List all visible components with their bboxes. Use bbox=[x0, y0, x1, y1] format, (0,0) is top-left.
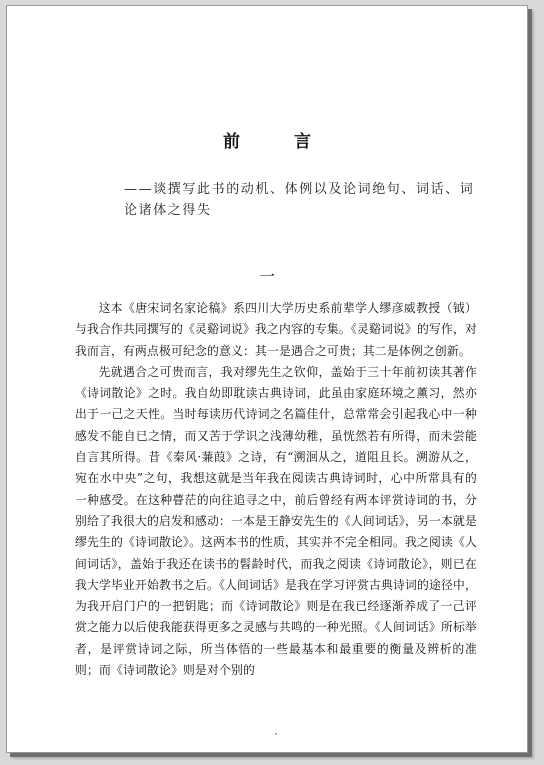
paragraph: 这本《唐宋词名家论稿》系四川大学历史系前辈学人缪彦威教授（钺）与我合作共同撰写的《灵谿词说》我之内容的专集。《灵谿词说》的写作，对我而言，有两点极可纪念的意义：其一是遇合之可贵；其二是体例之创新。 bbox=[75, 301, 477, 358]
page-speck bbox=[275, 733, 277, 735]
body-text bbox=[75, 298, 477, 681]
paragraph: 先就遇合之可贵而言，我对缪先生之钦仰，盖始于三十年前初读其著作《诗词散论》之时。我自幼即耽读古典诗词，此虽由家庭环境之薰习，然亦出于一己之天性。当时每读历代诗词之名篇佳什，总常常会引起我心中一种感发不能自已之情，而又苦于学识之浅薄幼稚，虽恍然若有所得，而未尝能自言其所得。昔《秦风·蒹葭》之诗，有“溯洄从之，道阻且长。溯游从之，宛在水中央”之句，我想这就是当年我在阅读古典诗词时，心中所常具有的一种感受。在这种瞢茫的向往追寻之中，前后曾经有两本评赏诗词的书，分别给了我很大的启发和感动：一本是王静安先生的《人间词话》，另一本就是缪先生的《诗词散论》。这两本书的性质，其实并不完全相同。我之阅读《人间词话》，盖始于我还在读书的髫龄时代，而我之阅读《诗词散论》，则已在我大学毕业开始教书之后。《人间词话》是我在学习评赏古典诗词的途径中，为我开启门户的一把钥匙；而《诗词散论》则是在我已经逐渐养成了一己评赏之能力以后使我能获得更多之灵感与共鸣的一种光照。《人间词话》所标举者，是评赏诗词之际，所当体悟的一些最基本和最重要的衡量及辨析的准则；而《诗词散论》则是对个别的 bbox=[75, 364, 477, 678]
section-number: 一 bbox=[258, 267, 275, 286]
page-subtitle: ——谈撰写此书的动机、体例以及论词绝句、词话、词论诸体之得失 bbox=[124, 182, 475, 218]
page-title: 前 言 bbox=[223, 132, 335, 152]
document-page bbox=[6, 5, 528, 753]
